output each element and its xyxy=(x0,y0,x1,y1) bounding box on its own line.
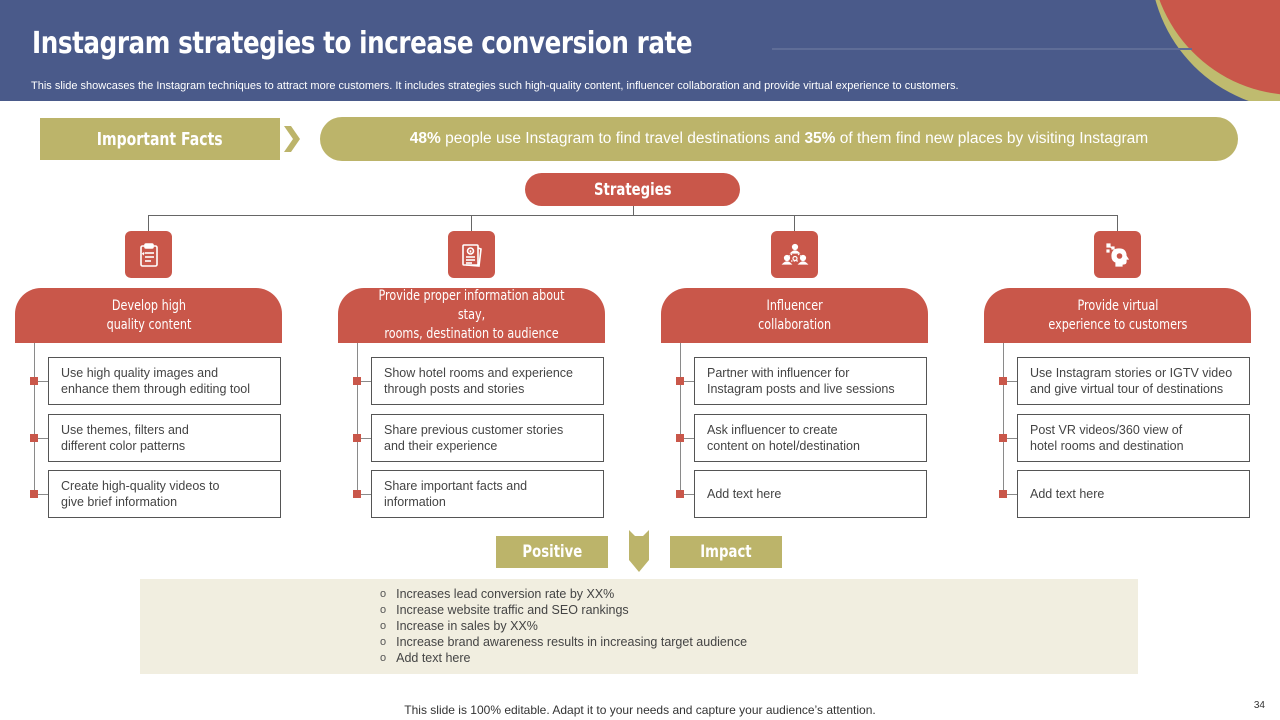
list-bullet xyxy=(676,377,684,385)
connector-branch-1 xyxy=(148,215,149,231)
fact-stat-2: 35% xyxy=(804,130,836,147)
strategy-header-proper-information: Provide proper information about stay, rooms, destination to audience xyxy=(338,288,605,343)
footer-note: This slide is 100% editable. Adapt it to your needs and capture your audience’s attention. xyxy=(404,703,876,717)
chevron-right-icon xyxy=(284,126,300,152)
list-item: Add text here xyxy=(694,470,927,518)
impact-item: o Increase brand awareness results in increasing target audience xyxy=(380,634,747,650)
strategy-header-quality-content: Develop high quality content xyxy=(15,288,282,343)
bullet-connector xyxy=(38,381,48,382)
positive-tag: Positive xyxy=(496,536,608,568)
list-bullet xyxy=(999,490,1007,498)
list-item: Use themes, filters and different color patterns xyxy=(48,414,281,462)
connector-branch-4 xyxy=(1117,215,1118,231)
column-1-spine xyxy=(34,343,35,495)
header-banner xyxy=(0,0,1280,101)
list-bullet xyxy=(353,434,361,442)
bullet-connector xyxy=(684,438,694,439)
impact-item: o Increase in sales by XX% xyxy=(380,618,747,634)
impact-item: o Increases lead conversion rate by XX% xyxy=(380,586,747,602)
bullet-connector xyxy=(1007,438,1017,439)
important-facts-label: Important Facts xyxy=(40,118,280,160)
list-item: Share previous customer stories and their experience xyxy=(371,414,604,462)
list-item: Use high quality images and enhance them through editing tool xyxy=(48,357,281,405)
head-virtual-icon xyxy=(1094,231,1141,278)
list-bullet xyxy=(676,434,684,442)
facts-statement xyxy=(320,117,1238,161)
page-number: 34 xyxy=(1253,700,1265,711)
chevron-down-icon xyxy=(629,530,649,572)
list-item: Ask influencer to create content on hotel/destination xyxy=(694,414,927,462)
list-item: Partner with influencer for Instagram posts and live sessions xyxy=(694,357,927,405)
list-bullet xyxy=(353,490,361,498)
list-item: Add text here xyxy=(1017,470,1250,518)
column-4-spine xyxy=(1003,343,1004,495)
list-bullet xyxy=(676,490,684,498)
impact-item: o Add text here xyxy=(380,650,747,666)
bullet-connector xyxy=(361,381,371,382)
column-3-spine xyxy=(680,343,681,495)
bullet-connector xyxy=(361,438,371,439)
bullet-connector xyxy=(1007,381,1017,382)
page-subtitle: This slide showcases the Instagram techniques to attract more customers. It includes strategies such high-quality content, influencer collaboration and provide virtual experience to customers. xyxy=(31,80,959,92)
list-bullet xyxy=(30,490,38,498)
info-document-icon xyxy=(448,231,495,278)
bullet-connector xyxy=(361,494,371,495)
connector-trunk xyxy=(633,206,634,215)
strategies-node: Strategies xyxy=(525,173,740,206)
impact-tag: Impact xyxy=(670,536,782,568)
connector-branch-3 xyxy=(794,215,795,231)
list-bullet xyxy=(999,377,1007,385)
list-bullet xyxy=(30,434,38,442)
strategy-header-virtual-experience: Provide virtual experience to customers xyxy=(984,288,1251,343)
bullet-connector xyxy=(684,381,694,382)
fact-stat-1: 48% xyxy=(409,130,441,147)
list-item: Post VR videos/360 view of hotel rooms and destination xyxy=(1017,414,1250,462)
bullet-connector xyxy=(38,438,48,439)
list-bullet xyxy=(353,377,361,385)
impact-item: o Increase website traffic and SEO rankings xyxy=(380,602,747,618)
header-divider xyxy=(772,48,1192,50)
fact-text-2: of them find new places by visiting Instagram xyxy=(835,130,1149,147)
list-item: Use Instagram stories or IGTV video and give virtual tour of destinations xyxy=(1017,357,1250,405)
list-bullet xyxy=(999,434,1007,442)
list-bullet xyxy=(30,377,38,385)
strategy-header-influencer-collaboration: Influencer collaboration xyxy=(661,288,928,343)
impact-list xyxy=(380,586,747,666)
bullet-connector xyxy=(1007,494,1017,495)
column-2-spine xyxy=(357,343,358,495)
list-item: Show hotel rooms and experience through posts and stories xyxy=(371,357,604,405)
people-network-icon xyxy=(771,231,818,278)
list-item: Create high-quality videos to give brief information xyxy=(48,470,281,518)
clipboard-icon xyxy=(125,231,172,278)
connector-horizontal xyxy=(148,215,1118,216)
list-item: Share important facts and information xyxy=(371,470,604,518)
bullet-connector xyxy=(38,494,48,495)
page-title: Instagram strategies to increase conversion rate xyxy=(32,26,693,61)
bullet-connector xyxy=(684,494,694,495)
fact-text-1: people use Instagram to find travel destinations and xyxy=(440,130,805,147)
connector-branch-2 xyxy=(471,215,472,231)
